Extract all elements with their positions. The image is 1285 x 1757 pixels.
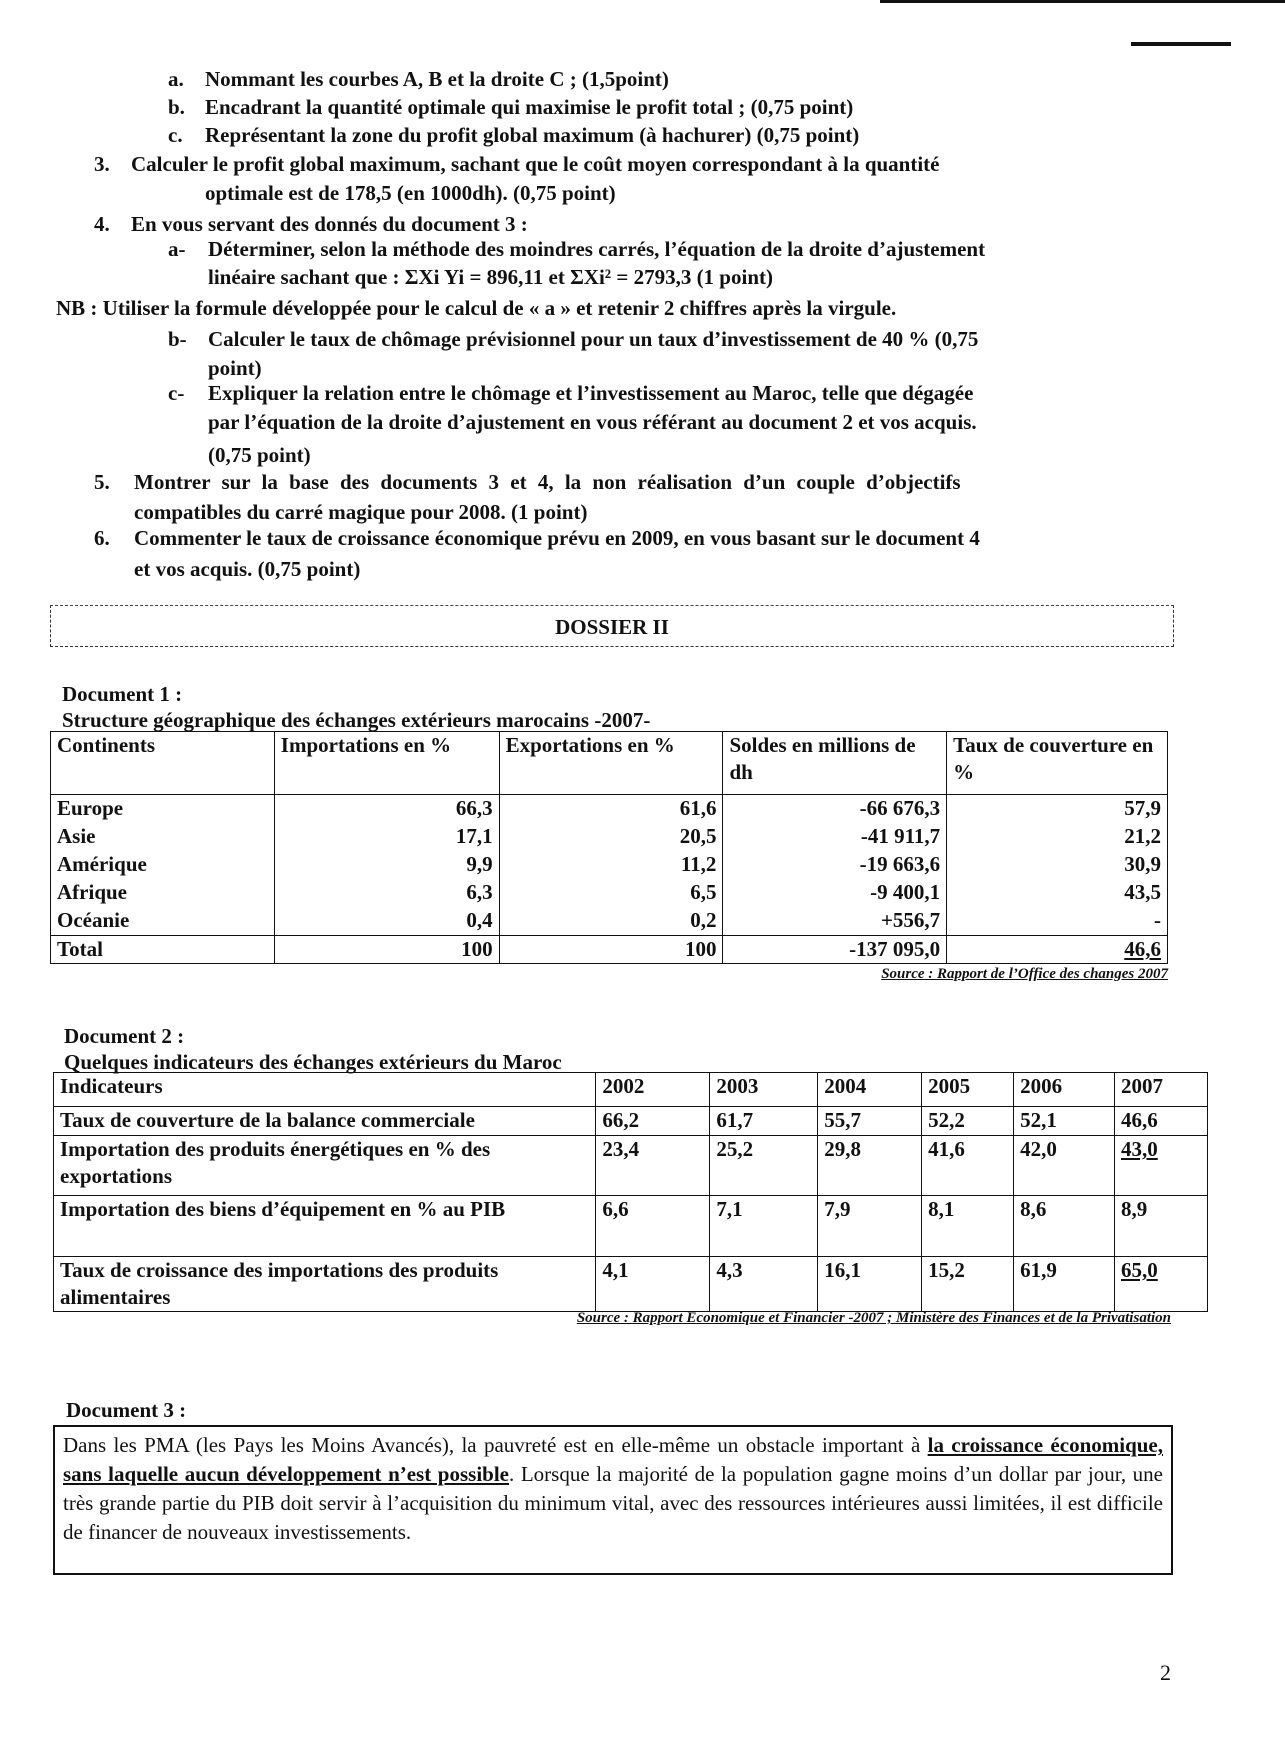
question-text: Nommant les courbes A, B et la droite C ; (1,5point) [205, 67, 669, 91]
cell: - [947, 907, 1168, 936]
question-5-continued: compatibles du carré magique pour 2008. (1 point) [134, 500, 588, 524]
table-row [54, 1196, 1208, 1257]
cell: 30,9 [947, 851, 1168, 879]
question-6 [94, 525, 980, 551]
dossier-title: DOSSIER II [555, 615, 669, 639]
question-4c-points: (0,75 point) [208, 443, 311, 467]
cell: 11,2 [499, 851, 723, 879]
cell: 52,1 [1014, 1107, 1115, 1136]
table-row [54, 1257, 1208, 1312]
table-row [54, 1107, 1208, 1136]
question-label: c. [168, 123, 183, 147]
column-header: 2002 [596, 1073, 710, 1107]
doc3-emphasis: la croissance économique, sans laquelle aucun développement n’est possible [63, 1433, 1164, 1486]
question-text: Expliquer la relation entre le chômage et l’investissement au Maroc, telle que dégagée [208, 381, 974, 405]
cell: 23,4 [596, 1136, 710, 1196]
cell: 15,2 [922, 1257, 1014, 1312]
cell: 65,0 [1121, 1258, 1158, 1282]
cell: Total [51, 936, 275, 964]
table-row [51, 795, 1168, 824]
doc3-text: Dans les PMA (les Pays les Moins Avancés), la pauvreté est en elle-même un obstacle important à [63, 1433, 928, 1457]
cell: 6,6 [596, 1196, 710, 1257]
question-3-continued: optimale est de 178,5 (en 1000dh). (0,75 point) [205, 181, 616, 205]
cell: 52,2 [922, 1107, 1014, 1136]
cell: 0,4 [274, 907, 499, 936]
question-text: Représentant la zone du profit global maximum (à hachurer) (0,75 point) [205, 123, 860, 147]
question-text: Encadrant la quantité optimale qui maximise le profit total ; (0,75 point) [205, 95, 854, 119]
question-label: 4. [94, 212, 110, 236]
question-4c-continued: par l’équation de la droite d’ajustement en vous référant au document 2 et vos acquis. [208, 410, 977, 434]
cell: 8,6 [1014, 1196, 1115, 1257]
cell: 6,5 [499, 879, 723, 907]
cell: 43,5 [947, 879, 1168, 907]
column-header: 2004 [818, 1073, 922, 1107]
question-text: Commenter le taux de croissance économique prévu en 2009, en vous basant sur le document 4 [134, 526, 980, 550]
corner-dash [1131, 42, 1231, 46]
question-2c [168, 122, 859, 148]
question-label: 6. [94, 526, 110, 550]
doc1-source: Source : Rapport de l’Office des changes 2007 [881, 966, 1168, 982]
cell: 4,3 [710, 1257, 818, 1312]
question-text: Déterminer, selon la méthode des moindres carrés, l’équation de la droite d’ajustement [208, 237, 986, 261]
cell: -9 400,1 [723, 879, 947, 907]
cell: 8,1 [922, 1196, 1014, 1257]
question-4 [94, 211, 528, 237]
question-4a [168, 236, 985, 262]
cell: Europe [51, 795, 275, 824]
dossier-header [50, 605, 1174, 647]
column-header: Exportations en % [499, 732, 723, 795]
column-header: Soldes en millions de dh [723, 732, 947, 795]
question-text: En vous servant des donnés du document 3 : [131, 212, 528, 236]
cell: 9,9 [274, 851, 499, 879]
cell: 100 [499, 936, 723, 964]
cell: Importation des biens d’équipement en % au PIB [54, 1196, 596, 1257]
question-4c [168, 380, 973, 406]
cell: +556,7 [723, 907, 947, 936]
cell: 6,3 [274, 879, 499, 907]
doc2-heading: Document 2 : [64, 1024, 185, 1048]
cell: Taux de croissance des importations des produits alimentaires [54, 1257, 596, 1312]
cell: 61,9 [1014, 1257, 1115, 1312]
cell: 46,6 [1115, 1107, 1208, 1136]
cell: 7,9 [818, 1196, 922, 1257]
doc1-title: Structure géographique des échanges extérieurs marocains -2007- [62, 708, 651, 732]
cell: -19 663,6 [723, 851, 947, 879]
cell: 29,8 [818, 1136, 922, 1196]
table-row [51, 851, 1168, 879]
doc2-title: Quelques indicateurs des échanges extérieurs du Maroc [64, 1050, 562, 1074]
cell: 7,1 [710, 1196, 818, 1257]
question-3 [94, 151, 940, 177]
question-text: Calculer le taux de chômage prévisionnel pour un taux d’investissement de 40 % (0,75 [208, 327, 979, 351]
question-2b [168, 94, 853, 120]
question-label: c- [168, 381, 185, 405]
nb-note: NB : Utiliser la formule développée pour le calcul de « a » et retenir 2 chiffres après la virgule. [56, 296, 897, 320]
table-row [51, 823, 1168, 851]
question-label: a- [168, 237, 186, 261]
cell: 20,5 [499, 823, 723, 851]
cell: 0,2 [499, 907, 723, 936]
table-row [54, 1136, 1208, 1196]
doc1-heading: Document 1 : [62, 682, 183, 706]
cell: 17,1 [274, 823, 499, 851]
question-4a-continued: linéaire sachant que : ΣXi Yi = 896,11 et ΣXi² = 2793,3 (1 point) [208, 265, 773, 289]
cell: 61,6 [499, 795, 723, 824]
cell: Océanie [51, 907, 275, 936]
cell: Taux de couverture de la balance commerciale [54, 1107, 596, 1136]
cell: 25,2 [710, 1136, 818, 1196]
question-label: 3. [94, 152, 110, 176]
column-header: Indicateurs [54, 1073, 596, 1107]
cell: 100 [274, 936, 499, 964]
doc2-source: Source : Rapport Economique et Financier -2007 ; Ministère des Finances et de la Privatisation [576, 1310, 1171, 1326]
cell: 66,2 [596, 1107, 710, 1136]
question-label: 5. [94, 470, 110, 494]
cell: 55,7 [818, 1107, 922, 1136]
doc3-text-box [53, 1425, 1173, 1575]
column-header: 2005 [922, 1073, 1014, 1107]
cell: -41 911,7 [723, 823, 947, 851]
question-4b [168, 326, 978, 352]
cell: 4,1 [596, 1257, 710, 1312]
cell: 57,9 [947, 795, 1168, 824]
cell: -66 676,3 [723, 795, 947, 824]
cell: 42,0 [1014, 1136, 1115, 1196]
table-header-row [51, 732, 1168, 795]
cell: Afrique [51, 879, 275, 907]
question-5 [94, 469, 961, 495]
question-text: Montrer sur la base des documents 3 et 4, la non réalisation d’un couple d’objectifs [134, 470, 961, 494]
cell: Importation des produits énergétiques en % des exportations [54, 1136, 596, 1196]
question-4b-continued: point) [208, 356, 262, 380]
cell: 8,9 [1115, 1196, 1208, 1257]
question-6-continued: et vos acquis. (0,75 point) [134, 557, 361, 581]
doc2-table [53, 1072, 1208, 1312]
question-2a [168, 66, 669, 92]
cell: 46,6 [1124, 937, 1161, 961]
question-text: Calculer le profit global maximum, sachant que le coût moyen correspondant à la quantité [131, 152, 940, 176]
column-header: 2007 [1115, 1073, 1208, 1107]
cell: 43,0 [1121, 1137, 1158, 1161]
question-label: b. [168, 95, 185, 119]
table-header-row [54, 1073, 1208, 1107]
page-number: 2 [1160, 1660, 1171, 1685]
cell: 66,3 [274, 795, 499, 824]
cell: 61,7 [710, 1107, 818, 1136]
column-header: Continents [51, 732, 275, 795]
column-header: 2006 [1014, 1073, 1115, 1107]
column-header: Importations en % [274, 732, 499, 795]
table-total-row [51, 936, 1168, 964]
cell: 16,1 [818, 1257, 922, 1312]
table-row [51, 879, 1168, 907]
cell: Asie [51, 823, 275, 851]
question-label: b- [168, 327, 187, 351]
cell: Amérique [51, 851, 275, 879]
doc3-heading: Document 3 : [66, 1398, 187, 1422]
cell: 21,2 [947, 823, 1168, 851]
column-header: 2003 [710, 1073, 818, 1107]
top-border-line [880, 0, 1285, 3]
doc3-text: . Lorsque la majorité de la population gagne moins d’un dollar par jour, une très grande partie du PIB doit servir à l’acquisition du minimum vital, avec des ressources intérieures aussi limitées, il est difficile de financer de nouveaux investissements. [63, 1462, 1164, 1544]
doc1-table [50, 731, 1168, 964]
cell: 41,6 [922, 1136, 1014, 1196]
table-row [51, 907, 1168, 936]
cell: -137 095,0 [723, 936, 947, 964]
column-header: Taux de couverture en % [947, 732, 1168, 795]
question-label: a. [168, 67, 184, 91]
